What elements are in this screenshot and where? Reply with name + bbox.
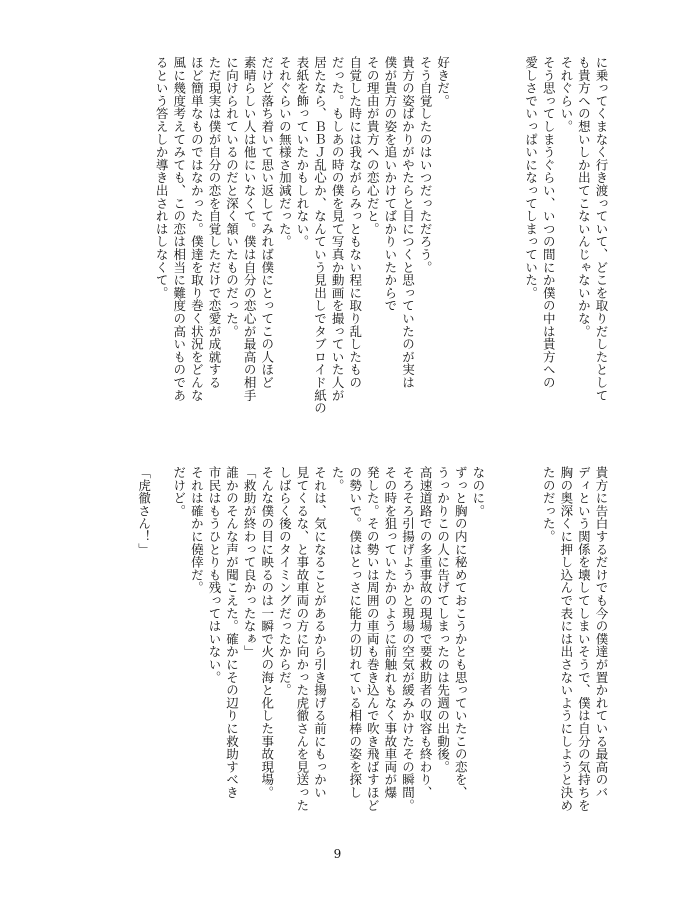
text-column: 「虎徹さん！」: [136, 466, 152, 556]
text-column: 表紙を飾っていたかもしれない。: [294, 56, 310, 248]
text-column: [487, 56, 505, 386]
text-column: それぐらい。: [558, 56, 574, 133]
text-column: に向けられているのだと深く頷いたものだった。: [224, 56, 240, 338]
text-column: そろそろ引揚げようかと現場の空気が緩みかけたその瞬間。: [400, 466, 416, 812]
text-column: 見てくるな、と事故車両の方に向かった虎徹さんを見送った: [294, 466, 310, 812]
top-text-block: [153, 56, 610, 415]
text-column: た。: [330, 466, 346, 492]
text-column: たのだった。: [541, 466, 557, 543]
text-column: そう思ってしまうぐらい、いつの間にか僕の中は貴方への: [541, 56, 557, 389]
text-column: その時を狙っていたかのように前触れもなく事故車両が爆: [382, 466, 398, 799]
text-column: だけど。: [171, 466, 187, 518]
text-column: それは、気になることがあるから引き揚げる前にもっかい: [312, 466, 328, 799]
text-column: 僕が貴方の姿を追いかけてばかりいたからで: [382, 56, 398, 312]
text-column: の勢いで。僕はとっさに能力の切れている相棒の姿を探し: [347, 466, 363, 799]
text-column: うっかりこの人に告げてしまったのは先週の出動後。: [435, 466, 451, 774]
text-column: それは確かに僥倖だ。: [189, 466, 205, 594]
text-column: [504, 466, 522, 828]
text-column: しばらく後のタイミングだったからだ。: [277, 466, 293, 697]
text-column: [522, 466, 540, 828]
text-column: 風に幾度考えてみても、この恋は相当に難度の高いものであ: [171, 56, 187, 402]
text-column: ディという関係を壊してしまいそうで、僕は自分の気持ちを: [576, 466, 592, 812]
text-column: 貴方の姿ばかりがやたらと目につくと思っていたのが実は: [400, 56, 416, 389]
text-column: ただ現実は僕が自分の恋を自覚しただけで恋愛が成就する: [206, 56, 222, 389]
text-column: 自覚した時には我ながらみっともない程に取り乱したもの: [347, 56, 363, 389]
text-column: 誰かのそんな声が聞こえた。確かにその辺りに救助すべき: [224, 466, 240, 799]
text-column: に乗ってくまなく行き渡っていて、どこを取りだしたとして: [594, 56, 609, 402]
text-column: ほど簡単なものではなかった。僕達を取り巻く状況をどんな: [189, 56, 205, 402]
text-column: も貴方への想いしか出てこないんじゃないかな。: [576, 56, 592, 338]
text-column: [153, 466, 171, 828]
text-column: なのに。: [470, 466, 486, 518]
text-column: だった。もしあの時の僕を見て写真か動画を撮っていた人が: [330, 56, 346, 402]
text-column: 好きだ。: [435, 56, 451, 108]
text-column: 居たなら、ＢＢＪ乱心か、なんていう見出しでタブロイド紙の: [312, 56, 328, 415]
text-column: 市民はもうひとりも残ってはいない。: [206, 466, 222, 684]
text-column: それぐらいの無様さ加減だった。: [277, 56, 293, 248]
text-column: そんな僕の目に映るのは一瞬で火の海と化した事故現場。: [259, 466, 275, 799]
text-column: 貴方に告白するだけでも今の僕達が置かれている最高のバ: [594, 466, 609, 799]
text-column: 高速道路での多重事故の現場で要救助者の収容も終わり、: [418, 466, 434, 799]
text-column: [504, 56, 522, 386]
text-column: 「救助が終わって良かったなぁ」: [242, 466, 258, 658]
text-column: 発した。その勢いは周囲の車両も巻き込んで吹き飛ばすほど: [365, 466, 381, 812]
text-column: ずっと胸の内に秘めておこうかとも思っていたこの恋を、: [453, 466, 469, 799]
text-column: [487, 466, 505, 828]
text-column: だけど落ち着いて思い返してみれば僕にとってこの人ほど: [259, 56, 275, 389]
text-column: そう自覚したのはいつだっただろう。: [418, 56, 434, 274]
text-column: 胸の奥深くに押し込んで表には出さないようにしようと決め: [558, 466, 574, 812]
text-column: 素晴らしい人は他にいなくて。僕は自分の恋心が最高の相手: [242, 56, 258, 402]
text-column: るという答えしか導き出されはしなくて。: [154, 56, 170, 300]
page-number: 9: [333, 847, 342, 861]
text-column: [452, 56, 470, 386]
text-column: その理由が貴方への恋心だと。: [365, 56, 381, 236]
bottom-text-block: [135, 466, 610, 828]
text-column: 愛しさでいっぱいになってしまっていた。: [523, 56, 539, 300]
text-column: [469, 56, 487, 386]
